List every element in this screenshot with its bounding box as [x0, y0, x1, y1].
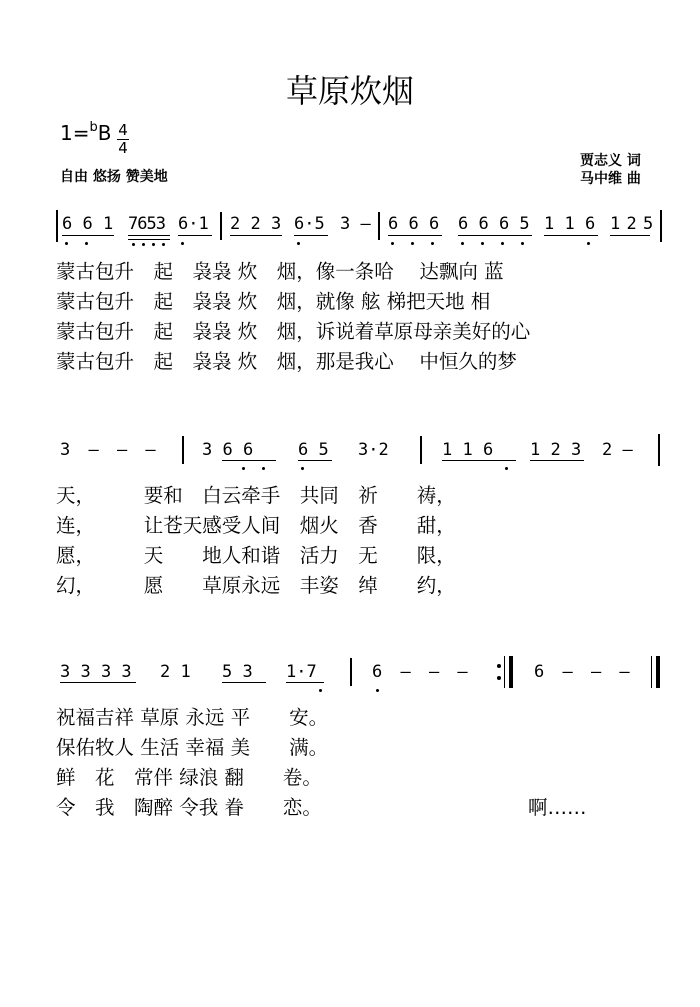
beam: [388, 235, 442, 236]
note-group: 7653: [128, 214, 165, 234]
low-octave-dot: [142, 243, 145, 246]
beam: [62, 235, 114, 236]
lyric-line: 祝福吉祥 草原 永远 平 安。: [56, 706, 329, 729]
repeat-dot: [497, 664, 501, 668]
lyric-line: 保佑牧人 生活 幸福 美 满。: [56, 736, 329, 759]
barline: [182, 436, 184, 464]
beam: [544, 235, 598, 236]
note-group: 2 2 3: [230, 214, 282, 234]
composer-credit: 马中维 曲: [580, 171, 641, 187]
time-bottom: 4: [118, 139, 128, 157]
time-signature: [116, 122, 130, 157]
lyric-line: 令 我 陶醉 令我 眷 恋。: [56, 796, 322, 819]
low-octave-dot: [301, 467, 304, 470]
note-group: 6·1: [178, 214, 209, 234]
note-group: 3 3 3 3: [60, 662, 132, 682]
lyric-line: 连， 让苍天感受人间 烟火 香 甜，: [56, 514, 456, 537]
barline: [378, 212, 380, 240]
barline: [56, 210, 58, 242]
note-group: 6 – – –: [534, 662, 634, 682]
lyric-line: 蒙古包升 起 袅袅 炊 烟，就像 舷 梯把天地 相: [56, 290, 491, 313]
low-octave-dot: [376, 689, 379, 692]
low-octave-dot: [297, 242, 300, 245]
lyric-line: 愿， 天 地人和谐 活力 无 限，: [56, 544, 456, 567]
barline: [350, 658, 352, 686]
beam: [128, 239, 170, 240]
note-group: 1 1 6: [442, 440, 494, 460]
note-group: 2 1: [160, 662, 191, 682]
key-signature: [60, 120, 111, 145]
repeat-dot: [497, 676, 501, 680]
low-octave-dot: [262, 467, 265, 470]
beam: [60, 682, 136, 683]
key-note: B: [97, 121, 112, 145]
beam: [610, 235, 650, 236]
beam: [222, 460, 276, 461]
low-octave-dot: [521, 242, 524, 245]
note-group: 3·2: [358, 440, 389, 460]
note-group: 6 6 6 5: [458, 214, 530, 234]
low-octave-dot: [431, 242, 434, 245]
beam: [128, 235, 170, 236]
low-octave-dot: [481, 242, 484, 245]
beam: [286, 682, 324, 683]
note-group: 1 1 6: [544, 214, 596, 234]
final-barline-thin: [651, 656, 652, 688]
note-group: 6 6 6: [388, 214, 440, 234]
note-group: 6 – – –: [372, 662, 472, 682]
beam: [294, 235, 328, 236]
lyric-line: 蒙古包升 起 袅袅 炊 烟，那是我心 中恒久的梦: [56, 350, 517, 373]
lyric-line: 蒙古包升 起 袅袅 炊 烟，诉说着草原母亲美好的心: [56, 320, 531, 343]
note-group: 6 5: [298, 440, 329, 460]
beam: [222, 682, 266, 683]
tempo-marking: 自由 悠扬 赞美地: [60, 169, 168, 185]
barline: [220, 212, 222, 240]
barline: [660, 210, 662, 242]
note-group: 1·7: [286, 662, 317, 682]
low-octave-dot: [501, 242, 504, 245]
lyric-line: 蒙古包升 起 袅袅 炊 烟，像一条哈 达飘向 蓝: [56, 260, 504, 283]
low-octave-dot: [391, 242, 394, 245]
note-group: 3 – – –: [60, 440, 160, 460]
low-octave-dot: [461, 242, 464, 245]
low-octave-dot: [319, 689, 322, 692]
barline: [420, 436, 422, 464]
low-octave-dot: [587, 242, 590, 245]
beam: [442, 460, 516, 461]
beam: [298, 460, 332, 461]
note-group: 6 6 1: [62, 214, 114, 234]
low-octave-dot: [242, 467, 245, 470]
lyric-line: 鲜 花 常伴 绿浪 翻 卷。: [56, 766, 322, 789]
lyricist-credit: 贾志义 词: [580, 153, 641, 169]
song-title: 草原炊烟: [285, 72, 414, 110]
time-top: 4: [118, 121, 128, 139]
beam: [458, 235, 532, 236]
note-group: 6·5: [294, 214, 325, 234]
note-group: 2 –: [602, 440, 633, 460]
low-octave-dot: [85, 242, 88, 245]
note-group: 1 2 5: [610, 214, 652, 234]
note-group: 1 2 3: [530, 440, 582, 460]
key-prefix: 1=: [60, 121, 90, 145]
low-octave-dot: [152, 243, 155, 246]
barline: [658, 434, 660, 466]
beam: [178, 235, 212, 236]
final-barline-thick: [656, 656, 660, 688]
coda-syllable: 啊……: [528, 796, 587, 819]
repeat-barline-thin: [504, 656, 505, 688]
lyric-line: 天， 要和 白云牵手 共同 祈 祷，: [56, 484, 456, 507]
low-octave-dot: [505, 467, 508, 470]
low-octave-dot: [162, 243, 165, 246]
beam: [230, 235, 282, 236]
low-octave-dot: [411, 242, 414, 245]
low-octave-dot: [65, 242, 68, 245]
low-octave-dot: [132, 243, 135, 246]
beam: [530, 460, 584, 461]
flat-symbol: b: [89, 120, 98, 135]
note-group: 5 3: [222, 662, 253, 682]
note-group: 3 6 6: [202, 440, 254, 460]
repeat-barline-thick: [509, 656, 513, 688]
note-group: 3 –: [340, 214, 371, 234]
low-octave-dot: [181, 242, 184, 245]
lyric-line: 幻， 愿 草原永远 丰姿 绰 约，: [56, 574, 456, 597]
